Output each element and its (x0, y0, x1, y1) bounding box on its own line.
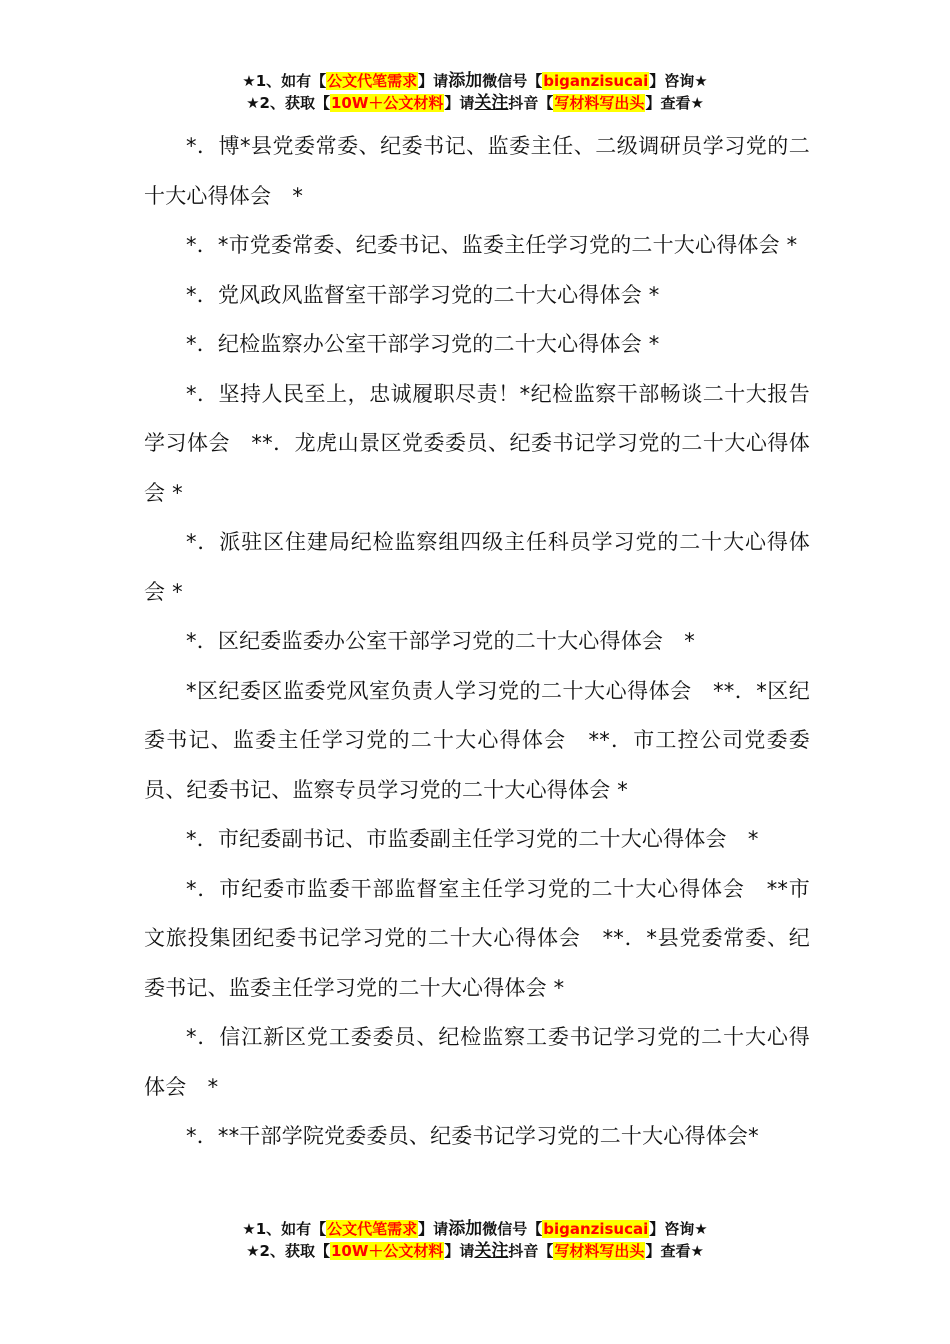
star-icon: ★ (242, 72, 256, 90)
document-paragraph: *．坚持人民至上，忠诚履职尽责！*纪检监察干部畅谈二十大报告学习体会 **．龙虎山景区党委委员、纪委书记学习党的二十大心得体会 * (144, 381, 810, 505)
document-paragraph: *．区纪委监委办公室干部学习党的二十大心得体会 * (186, 629, 695, 653)
document-paragraph: *区纪委区监委党风室负责人学习党的二十大心得体会 **．*区纪委书记、监委主任学习党的二十大心得体会 **．市工控公司党委委员、纪委书记、监察专员学习党的二十大心得体会 * (144, 678, 810, 802)
banner-highlight-service: 公文代笔需求 (327, 72, 418, 90)
banner-line-2 (0, 1240, 950, 1262)
banner-line-1 (0, 1218, 950, 1240)
banner-line-2-prefix: 2、获取【 (259, 1242, 330, 1260)
banner-line-1-mid2: 微信号【 (482, 72, 543, 90)
banner-emphasis-add: 添加 (448, 1219, 483, 1239)
banner-emphasis-follow: 关注 (474, 1241, 509, 1261)
banner-line-1-suffix: 】咨询 (649, 72, 695, 90)
document-paragraph: *．派驻区住建局纪检监察组四级主任科员学习党的二十大心得体会 * (144, 530, 810, 604)
banner-line-2-mid2: 抖音【 (508, 94, 554, 112)
star-icon: ★ (690, 94, 704, 112)
banner-highlight-douyin: 写材料写出头 (554, 1242, 645, 1260)
banner-line-1-prefix: 1、如有【 (255, 72, 327, 90)
star-icon: ★ (694, 72, 708, 90)
banner-line-2-mid: 】请 (444, 1242, 475, 1260)
banner-line-2-mid2: 抖音【 (508, 1242, 554, 1260)
banner-emphasis-add: 添加 (448, 71, 483, 91)
banner-highlight-wechat: biganzisucai (543, 72, 649, 90)
banner-line-1-mid: 】请 (418, 72, 449, 90)
banner-line-2-suffix: 】查看 (645, 1242, 691, 1260)
banner-line-2-mid: 】请 (444, 94, 475, 112)
star-icon: ★ (246, 94, 260, 112)
document-paragraph: *．市纪委市监委干部监督室主任学习党的二十大心得体会 **市文旅投集团纪委书记学习党的二十大心得体会 **．*县党委常委、纪委书记、监委主任学习党的二十大心得体会 * (144, 876, 810, 1000)
banner-line-2-prefix: 2、获取【 (259, 94, 330, 112)
banner-highlight-materials: 10W＋公文材料 (330, 94, 444, 112)
banner-line-1 (0, 70, 950, 92)
banner-highlight-wechat: biganzisucai (543, 1220, 649, 1238)
star-icon: ★ (694, 1220, 708, 1238)
document-paragraph: *．**干部学院党委委员、纪委书记学习党的二十大心得体会* (186, 1124, 759, 1148)
banner-line-2 (0, 92, 950, 114)
banner-line-1-mid2: 微信号【 (482, 1220, 543, 1238)
banner-line-1-prefix: 1、如有【 (255, 1220, 327, 1238)
banner-highlight-materials: 10W＋公文材料 (330, 1242, 444, 1260)
star-icon: ★ (246, 1242, 260, 1260)
banner-emphasis-follow: 关注 (474, 93, 509, 113)
document-paragraph: *．博*县党委常委、纪委书记、监委主任、二级调研员学习党的二十大心得体会 * (144, 134, 810, 208)
document-paragraph: *．纪检监察办公室干部学习党的二十大心得体会 * (186, 332, 660, 356)
banner-line-1-mid: 】请 (418, 1220, 449, 1238)
star-icon: ★ (242, 1220, 256, 1238)
banner-highlight-douyin: 写材料写出头 (554, 94, 645, 112)
document-paragraph: *．党风政风监督室干部学习党的二十大心得体会 * (186, 282, 660, 307)
document-paragraph: *．信江新区党工委委员、纪检监察工委书记学习党的二十大心得体会 * (144, 1025, 810, 1099)
banner-highlight-service: 公文代笔需求 (327, 1220, 418, 1238)
document-body (144, 122, 810, 1162)
banner-line-1-suffix: 】咨询 (649, 1220, 695, 1238)
banner-line-2-suffix: 】查看 (645, 94, 691, 112)
document-paragraph: *．市纪委副书记、市监委副主任学习党的二十大心得体会 * (186, 827, 759, 851)
header-banner (0, 70, 950, 114)
document-paragraph: *．*市党委常委、纪委书记、监委主任学习党的二十大心得体会 * (186, 233, 798, 257)
footer-banner (0, 1218, 950, 1262)
star-icon: ★ (690, 1242, 704, 1260)
